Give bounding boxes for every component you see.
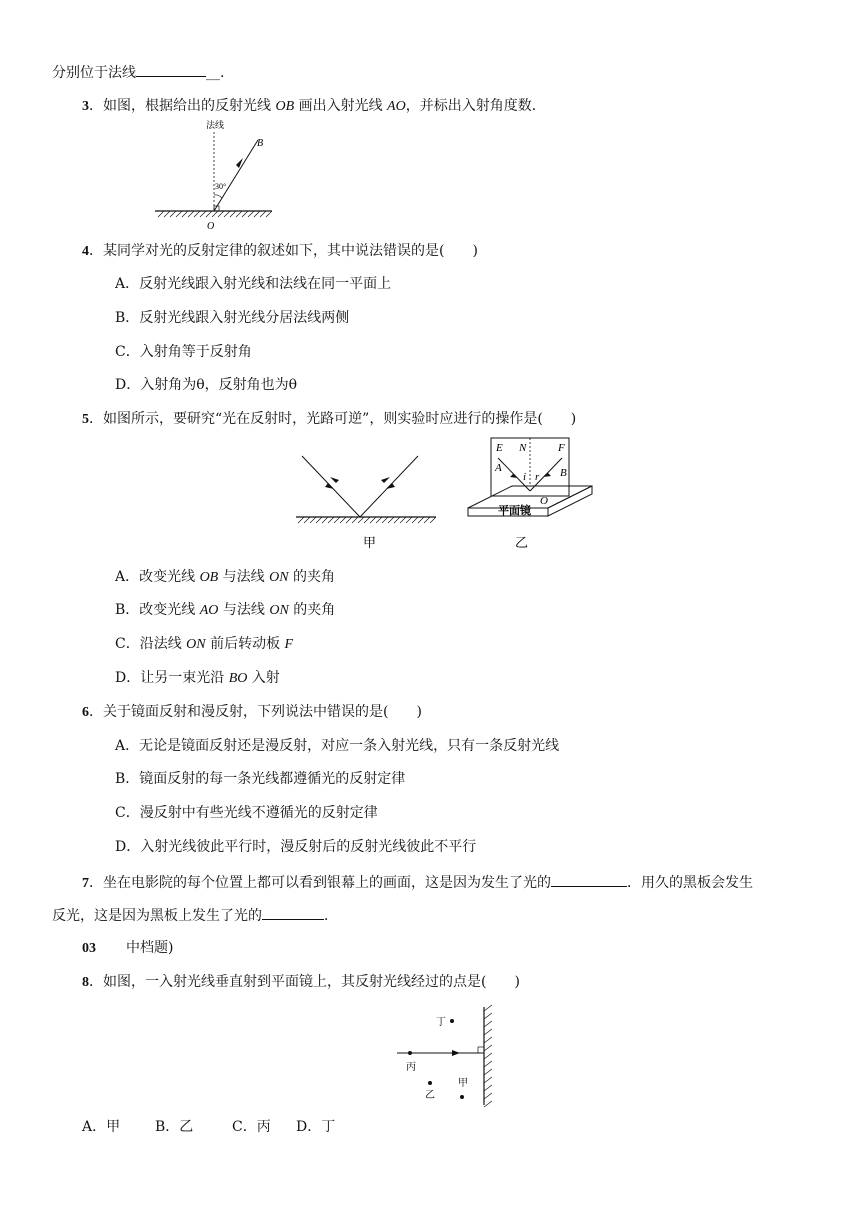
opt-var: OB [199, 570, 219, 585]
question-number: 6 [82, 705, 89, 720]
q4-option-c[interactable]: C．入射角等于反射角 [115, 344, 252, 360]
label-n: N [519, 442, 527, 454]
arrow-left-icon [325, 483, 334, 489]
opt-text: D．让另一束光沿 [115, 670, 229, 686]
point-bing-label: 丙 [406, 1062, 416, 1073]
point-jia-dot [460, 1095, 464, 1099]
q6-option-b[interactable]: B．镜面反射的每一条光线都遵循光的反射定律 [115, 771, 406, 787]
q3-text-1: ．如图，根据给出的反射光线 [89, 98, 276, 114]
opt-var: ON [269, 570, 289, 585]
q5-option-a[interactable] [115, 568, 335, 587]
q5-option-b[interactable] [115, 601, 335, 620]
question-6-stem [82, 703, 422, 722]
q8-stem-text: ．如图，一入射光线垂直射到平面镜上，其反射光线经过的点是( ) [89, 974, 520, 990]
q2-tail-line [52, 62, 224, 82]
answer-blank[interactable] [262, 905, 324, 920]
section-heading [82, 939, 173, 958]
q7-text-4: ． [324, 908, 338, 924]
opt-var: BO [228, 671, 248, 686]
q8-option-a[interactable]: A．甲 [82, 1119, 121, 1135]
label-e: E [496, 442, 503, 454]
q3-text-2: 画出入射光线 [294, 98, 388, 114]
question-8-stem [82, 973, 520, 992]
point-b-label: B [257, 138, 264, 149]
point-bing-dot [408, 1051, 412, 1055]
q8-option-b[interactable]: B．乙 [155, 1119, 194, 1135]
point-ding-label: 丁 [436, 1017, 446, 1028]
label-o: O [540, 495, 548, 507]
q5-option-d[interactable] [115, 669, 280, 688]
ray-arrow-icon [452, 1050, 460, 1056]
q3-var-ob: OB [275, 99, 295, 114]
opt-var: ON [186, 637, 206, 652]
q6-option-a[interactable]: A．无论是镜面反射还是漫反射，对应一条入射光线，只有一条反射光线 [115, 738, 560, 754]
q8-option-d[interactable]: D．丁 [296, 1119, 336, 1135]
question-number: 3 [82, 99, 89, 114]
point-yi-dot [428, 1081, 432, 1085]
question-7-line-1 [82, 872, 753, 893]
question-number: 5 [82, 412, 89, 427]
q4-option-b[interactable]: B．反射光线跟入射光线分居法线两侧 [115, 310, 350, 326]
question-number: 8 [82, 975, 89, 990]
question-7-line-2 [52, 905, 338, 925]
q2-tail-text: 分别位于法线 [52, 65, 136, 81]
q3-reflection-figure [150, 118, 280, 233]
q4-stem-text: ．某同学对光的反射定律的叙述如下，其中说法错误的是( ) [89, 243, 478, 259]
q2-tail-suffix: __. [206, 65, 225, 81]
point-yi-label: 乙 [425, 1090, 435, 1101]
label-b: B [560, 467, 567, 479]
q6-stem-text: ．关于镜面反射和漫反射，下列说法中错误的是( ) [89, 704, 422, 720]
q8-option-c[interactable]: C．丙 [232, 1119, 271, 1135]
normal-label: 法线 [206, 120, 225, 130]
mirror-hatching [484, 1005, 492, 1107]
opt-var: AO [199, 603, 219, 618]
opt-text: 与法线 [218, 602, 270, 618]
q6-option-d[interactable]: D．入射光线彼此平行时，漫反射后的反射光线彼此不平行 [115, 839, 477, 855]
section-number: 03 [82, 941, 96, 956]
q5-stem-text: ．如图所示，要研究“光在反射时，光路可逆”，则实验时应进行的操作是( ) [89, 411, 577, 427]
figure-caption-yi: 乙 [515, 535, 529, 550]
figure-caption-jia: 甲 [363, 535, 377, 550]
q5-option-c[interactable] [115, 635, 293, 654]
reflected-ray-ob [214, 140, 258, 211]
q7-text-1: ．坐在电影院的每个位置上都可以看到银幕上的画面，这是因为发生了光的 [89, 875, 551, 891]
right-angle-mark [478, 1047, 484, 1053]
opt-text: 入射 [247, 670, 280, 686]
question-number: 7 [82, 876, 89, 891]
opt-text: 与法线 [218, 569, 270, 585]
section-title: 中档题) [126, 940, 174, 956]
point-ding-dot [450, 1019, 454, 1023]
q5-figure-yi [462, 434, 602, 554]
q4-option-d[interactable]: D．入射角为θ，反射角也为θ [115, 377, 298, 393]
q7-text-2: ．用久的黑板会发生 [627, 875, 753, 891]
opt-text: 前后转动板 [205, 636, 285, 652]
q4-option-a[interactable]: A．反射光线跟入射光线和法线在同一平面上 [115, 276, 392, 292]
plane-mirror-label: 平面镜 [498, 505, 531, 517]
q3-text-3: ，并标出入射角度数． [405, 98, 546, 114]
question-number: 4 [82, 244, 89, 259]
label-a: A [495, 462, 502, 474]
label-r: r [535, 471, 540, 483]
label-f: F [558, 442, 565, 454]
mirror-hatching [158, 211, 272, 217]
q7-text-3: 反光，这是因为黑板上发生了光的 [52, 908, 262, 924]
answer-blank[interactable] [551, 872, 627, 887]
opt-text: B．改变光线 [115, 602, 200, 618]
opt-text: C．沿法线 [115, 636, 187, 652]
opt-var: ON [269, 603, 289, 618]
opt-text: 的夹角 [288, 569, 336, 585]
q5-figure-jia [290, 450, 440, 550]
point-o-label: O [207, 221, 215, 232]
arrow-left-back-icon [330, 477, 339, 483]
point-jia-label: 甲 [458, 1078, 468, 1089]
opt-text: A．改变光线 [115, 569, 200, 585]
question-4-stem [82, 242, 478, 261]
arrow-right-back-icon [381, 477, 390, 483]
opt-text: 的夹角 [288, 602, 336, 618]
angle-label: 30° [215, 182, 227, 191]
question-3-stem [82, 97, 546, 116]
q3-var-ao: AO [387, 99, 406, 114]
angle-arc [214, 195, 222, 198]
q6-option-c[interactable]: C．漫反射中有些光线不遵循光的反射定律 [115, 805, 378, 821]
answer-blank[interactable] [136, 62, 206, 77]
mirror-hatching [298, 517, 436, 523]
arrow-right-icon [386, 483, 395, 489]
q8-figure [392, 1003, 512, 1113]
opt-var: F [284, 637, 294, 652]
question-5-stem [82, 410, 576, 429]
label-i: i [523, 471, 527, 483]
